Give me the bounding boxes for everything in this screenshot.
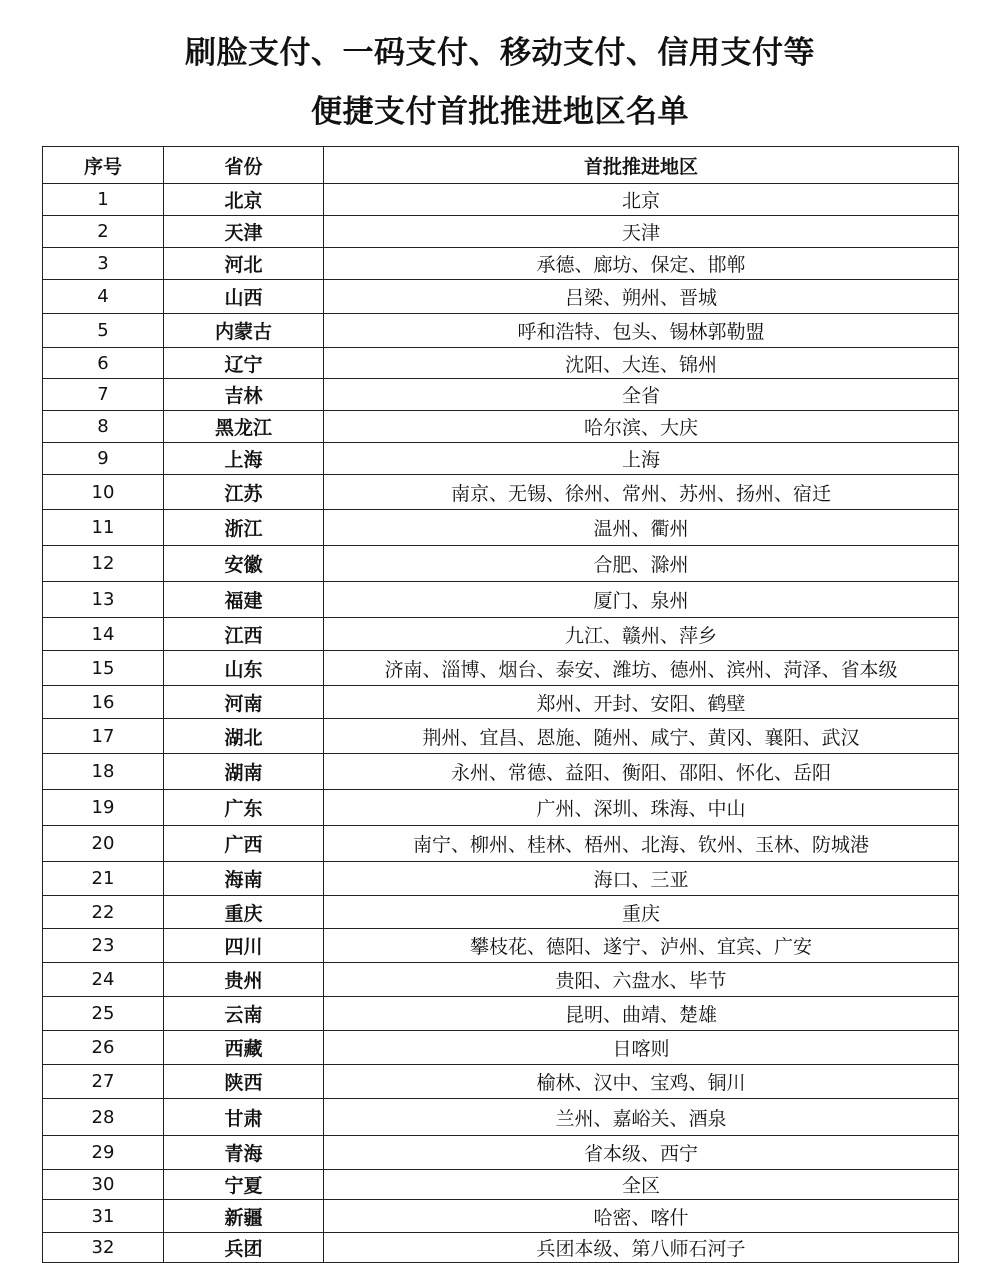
table-row <box>43 546 959 582</box>
cell-province: 甘肃 <box>164 1099 324 1136</box>
cell-province: 贵州 <box>164 963 324 997</box>
cell-serial-number: 31 <box>43 1200 164 1233</box>
cell-serial-number: 13 <box>43 582 164 618</box>
table-row <box>43 510 959 546</box>
cell-province: 江苏 <box>164 475 324 510</box>
cell-province: 西藏 <box>164 1031 324 1065</box>
cell-serial-number: 28 <box>43 1099 164 1136</box>
cell-province: 北京 <box>164 184 324 216</box>
cell-regions: 呼和浩特、包头、锡林郭勒盟 <box>324 314 959 348</box>
cell-serial-number: 7 <box>43 379 164 411</box>
cell-regions: 哈尔滨、大庆 <box>324 411 959 443</box>
cell-serial-number: 21 <box>43 862 164 896</box>
cell-regions: 攀枝花、德阳、遂宁、泸州、宜宾、广安 <box>324 929 959 963</box>
table-row <box>43 1170 959 1200</box>
table-row <box>43 651 959 686</box>
cell-serial-number: 24 <box>43 963 164 997</box>
cell-serial-number: 22 <box>43 896 164 929</box>
table-row <box>43 184 959 216</box>
table-row <box>43 1136 959 1170</box>
cell-province: 兵团 <box>164 1233 324 1263</box>
table-row <box>43 1065 959 1099</box>
cell-serial-number: 26 <box>43 1031 164 1065</box>
cell-serial-number: 27 <box>43 1065 164 1099</box>
cell-regions: 榆林、汉中、宝鸡、铜川 <box>324 1065 959 1099</box>
document-title-line2: 便捷支付首批推进地区名单 <box>311 94 689 130</box>
cell-serial-number: 11 <box>43 510 164 546</box>
region-list-table-container <box>42 146 958 1263</box>
cell-regions: 合肥、滁州 <box>324 546 959 582</box>
cell-province: 江西 <box>164 618 324 651</box>
table-row <box>43 1200 959 1233</box>
header-province: 省份 <box>164 147 324 184</box>
cell-regions: 厦门、泉州 <box>324 582 959 618</box>
cell-regions: 全区 <box>324 1170 959 1200</box>
cell-regions: 省本级、西宁 <box>324 1136 959 1170</box>
table-row <box>43 216 959 248</box>
cell-regions: 天津 <box>324 216 959 248</box>
cell-serial-number: 10 <box>43 475 164 510</box>
cell-serial-number: 32 <box>43 1233 164 1263</box>
cell-serial-number: 16 <box>43 686 164 719</box>
cell-province: 四川 <box>164 929 324 963</box>
cell-regions: 荆州、宜昌、恩施、随州、咸宁、黄冈、襄阳、武汉 <box>324 719 959 754</box>
cell-province: 广西 <box>164 826 324 862</box>
cell-province: 河北 <box>164 248 324 280</box>
cell-serial-number: 8 <box>43 411 164 443</box>
cell-regions: 九江、赣州、萍乡 <box>324 618 959 651</box>
cell-serial-number: 29 <box>43 1136 164 1170</box>
cell-province: 湖南 <box>164 754 324 790</box>
cell-regions: 永州、常德、益阳、衡阳、邵阳、怀化、岳阳 <box>324 754 959 790</box>
table-row <box>43 582 959 618</box>
cell-province: 宁夏 <box>164 1170 324 1200</box>
cell-province: 吉林 <box>164 379 324 411</box>
cell-province: 新疆 <box>164 1200 324 1233</box>
table-row <box>43 862 959 896</box>
cell-serial-number: 12 <box>43 546 164 582</box>
cell-regions: 上海 <box>324 443 959 475</box>
cell-regions: 海口、三亚 <box>324 862 959 896</box>
cell-serial-number: 17 <box>43 719 164 754</box>
cell-province: 上海 <box>164 443 324 475</box>
table-row <box>43 443 959 475</box>
cell-province: 安徽 <box>164 546 324 582</box>
cell-province: 广东 <box>164 790 324 826</box>
table-row <box>43 475 959 510</box>
cell-serial-number: 4 <box>43 280 164 314</box>
cell-province: 河南 <box>164 686 324 719</box>
cell-province: 辽宁 <box>164 348 324 379</box>
cell-province: 福建 <box>164 582 324 618</box>
cell-regions: 北京 <box>324 184 959 216</box>
table-row <box>43 719 959 754</box>
cell-province: 海南 <box>164 862 324 896</box>
cell-regions: 兰州、嘉峪关、酒泉 <box>324 1099 959 1136</box>
table-row <box>43 826 959 862</box>
table-row <box>43 997 959 1031</box>
cell-regions: 温州、衢州 <box>324 510 959 546</box>
table-header-row <box>43 147 959 184</box>
table-row <box>43 1031 959 1065</box>
table-row <box>43 248 959 280</box>
cell-province: 山东 <box>164 651 324 686</box>
table-row <box>43 618 959 651</box>
cell-serial-number: 5 <box>43 314 164 348</box>
cell-regions: 重庆 <box>324 896 959 929</box>
cell-province: 重庆 <box>164 896 324 929</box>
cell-regions: 济南、淄博、烟台、泰安、潍坊、德州、滨州、菏泽、省本级 <box>324 651 959 686</box>
cell-serial-number: 6 <box>43 348 164 379</box>
cell-serial-number: 23 <box>43 929 164 963</box>
cell-serial-number: 20 <box>43 826 164 862</box>
cell-province: 湖北 <box>164 719 324 754</box>
cell-serial-number: 15 <box>43 651 164 686</box>
cell-regions: 南宁、柳州、桂林、梧州、北海、钦州、玉林、防城港 <box>324 826 959 862</box>
cell-serial-number: 25 <box>43 997 164 1031</box>
table-row <box>43 280 959 314</box>
cell-serial-number: 2 <box>43 216 164 248</box>
cell-province: 云南 <box>164 997 324 1031</box>
cell-serial-number: 14 <box>43 618 164 651</box>
cell-regions: 全省 <box>324 379 959 411</box>
table-row <box>43 686 959 719</box>
cell-regions: 广州、深圳、珠海、中山 <box>324 790 959 826</box>
cell-province: 青海 <box>164 1136 324 1170</box>
cell-regions: 郑州、开封、安阳、鹤壁 <box>324 686 959 719</box>
cell-regions: 吕梁、朔州、晋城 <box>324 280 959 314</box>
table-row <box>43 348 959 379</box>
cell-province: 内蒙古 <box>164 314 324 348</box>
table-row <box>43 379 959 411</box>
cell-regions: 沈阳、大连、锦州 <box>324 348 959 379</box>
cell-regions: 承德、廊坊、保定、邯郸 <box>324 248 959 280</box>
cell-province: 陕西 <box>164 1065 324 1099</box>
region-list-table <box>42 146 959 1263</box>
document-title-line1: 刷脸支付、一码支付、移动支付、信用支付等 <box>185 35 815 71</box>
table-row <box>43 896 959 929</box>
cell-regions: 日喀则 <box>324 1031 959 1065</box>
table-body <box>43 184 959 1263</box>
table-row <box>43 411 959 443</box>
table-row <box>43 1099 959 1136</box>
table-row <box>43 929 959 963</box>
header-regions: 首批推进地区 <box>324 147 959 184</box>
cell-province: 天津 <box>164 216 324 248</box>
table-row <box>43 1233 959 1263</box>
cell-regions: 昆明、曲靖、楚雄 <box>324 997 959 1031</box>
cell-serial-number: 3 <box>43 248 164 280</box>
table-row <box>43 963 959 997</box>
cell-serial-number: 30 <box>43 1170 164 1200</box>
cell-regions: 兵团本级、第八师石河子 <box>324 1233 959 1263</box>
cell-regions: 南京、无锡、徐州、常州、苏州、扬州、宿迁 <box>324 475 959 510</box>
cell-regions: 哈密、喀什 <box>324 1200 959 1233</box>
header-serial-number: 序号 <box>43 147 164 184</box>
cell-regions: 贵阳、六盘水、毕节 <box>324 963 959 997</box>
table-row <box>43 314 959 348</box>
cell-serial-number: 18 <box>43 754 164 790</box>
cell-serial-number: 1 <box>43 184 164 216</box>
table-row <box>43 790 959 826</box>
cell-province: 浙江 <box>164 510 324 546</box>
cell-province: 黑龙江 <box>164 411 324 443</box>
cell-province: 山西 <box>164 280 324 314</box>
cell-serial-number: 19 <box>43 790 164 826</box>
table-row <box>43 754 959 790</box>
cell-serial-number: 9 <box>43 443 164 475</box>
